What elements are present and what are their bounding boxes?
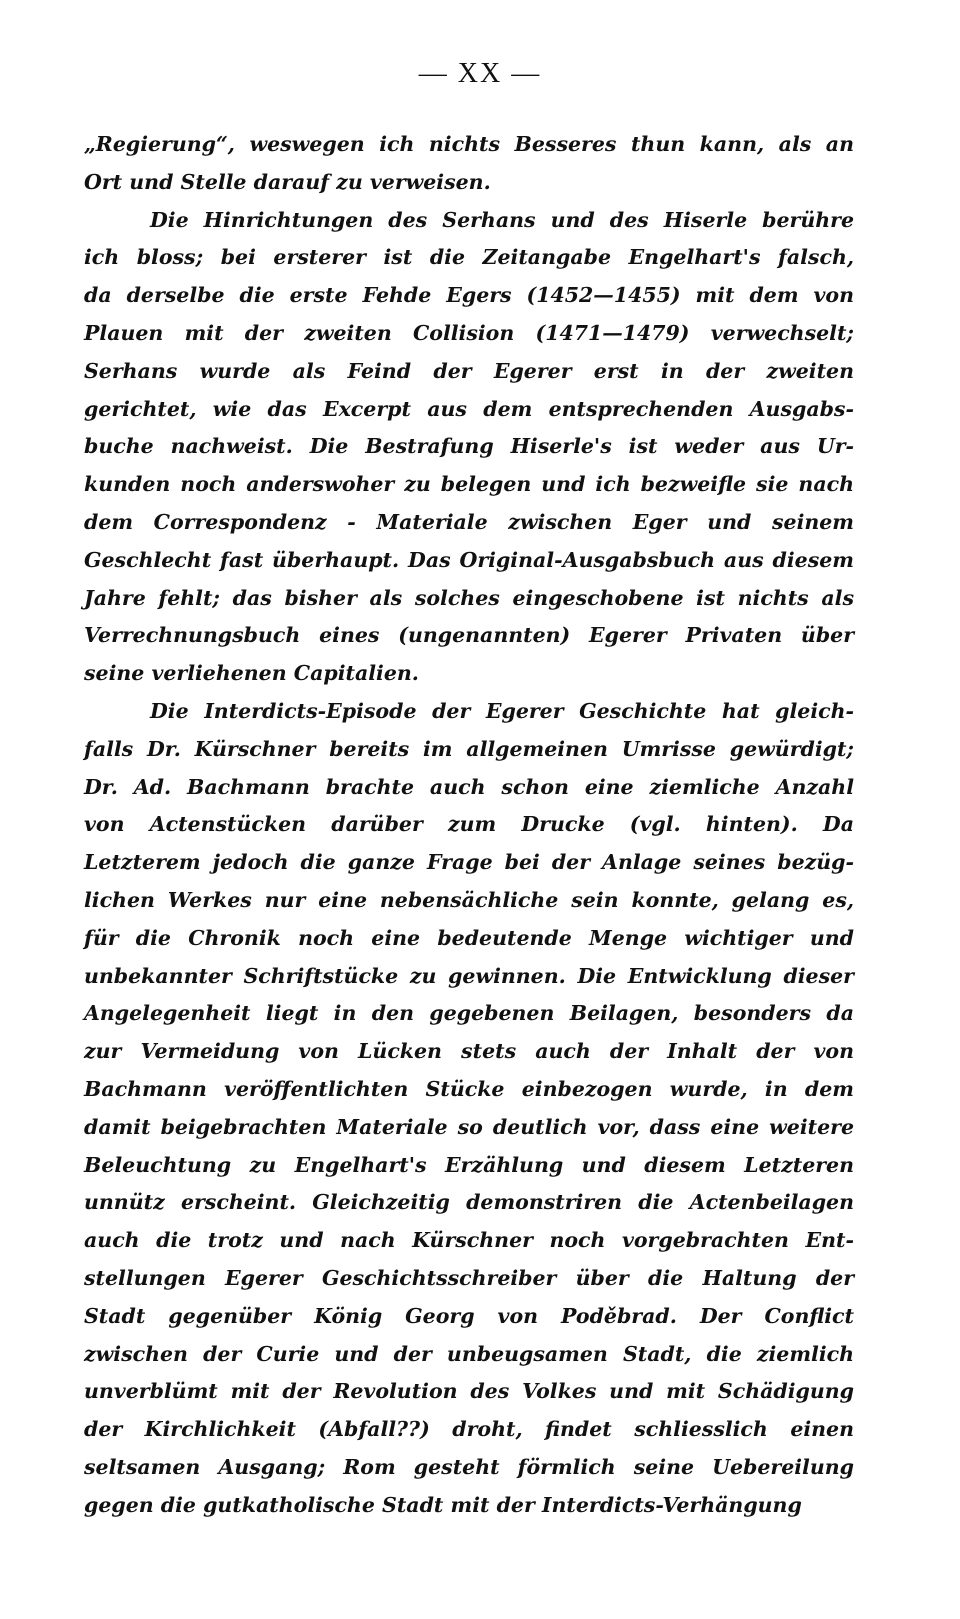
text-line: Dr. Ad. Bachmann brachte auch schon eine ziemliche Anzahl [84,774,854,799]
paragraph [84,202,854,693]
text-line: lichen Werkes nur eine nebensächliche sein konnte, gelang es, [84,887,854,912]
text-line: Die Interdicts-Episode der Egerer Geschichte hat gleich- [150,698,854,723]
paragraph [84,693,854,1525]
text-line: Geschlecht fast überhaupt. Das Original-Ausgabsbuch aus diesem [84,547,854,572]
text-line: Bachmann veröffentlichten Stücke einbezogen wurde, in dem [84,1076,854,1101]
body-text [84,126,854,1524]
text-line: Plauen mit der zweiten Collision (1471—1479) verwechselt; [84,320,854,345]
text-line: Die Hinrichtungen des Serhans und des Hiserle berühre [150,207,854,232]
text-line: stellungen Egerer Geschichtsschreiber über die Haltung der [84,1265,854,1290]
text-line: seine verliehenen Capitalien. [84,661,419,686]
text-line: für die Chronik noch eine bedeutende Menge wichtiger und [84,925,854,950]
text-line: zwischen der Curie und der unbeugsamen Stadt, die ziemlich [84,1341,854,1366]
paragraph [84,126,854,202]
text-line: Angelegenheit liegt in den gegebenen Beilagen, besonders da [84,1001,854,1026]
text-line: seltsamen Ausgang; Rom gesteht förmlich seine Uebereilung [84,1454,854,1479]
text-line: gegen die gutkatholische Stadt mit der Interdicts-Verhängung [84,1492,802,1517]
text-line: der Kirchlichkeit (Abfall??) droht, findet schliesslich einen [84,1417,854,1442]
text-line: ich bloss; bei ersterer ist die Zeitangabe Engelhart's falsch, [84,245,854,270]
text-line: Letzterem jedoch die ganze Frage bei der Anlage seines bezüg- [84,850,854,875]
text-line: buche nachweist. Die Bestrafung Hiserle's ist weder aus Ur- [84,434,854,459]
text-line: auch die trotz und nach Kürschner noch vorgebrachten Ent- [84,1228,854,1253]
text-line: dem Correspondenz - Materiale zwischen Eger und seinem [84,509,854,534]
text-line: Stadt gegenüber König Georg von Poděbrad. Der Conflict [84,1303,854,1328]
text-line: unbekannter Schriftstücke zu gewinnen. Die Entwicklung dieser [84,963,854,988]
text-line: Ort und Stelle darauf zu verweisen. [84,169,491,194]
text-line: „Regierung“, weswegen ich nichts Besseres thun kann, als an [84,132,854,156]
page-number: — XX — [418,58,542,89]
text-line: gerichtet, wie das Excerpt aus dem entsprechenden Ausgabs- [84,396,854,421]
text-line: von Actenstücken darüber zum Drucke (vgl. hinten). Da [84,812,854,837]
text-line: kunden noch anderswoher zu belegen und ich bezweifle sie nach [84,472,854,497]
text-line: zur Vermeidung von Lücken stets auch der Inhalt der von [84,1039,854,1064]
text-line: da derselbe die erste Fehde Egers (1452—1455) mit dem von [84,283,854,308]
text-line: damit beigebrachten Materiale so deutlich vor, dass eine weitere [84,1114,854,1139]
text-line: falls Dr. Kürschner bereits im allgemeinen Umrisse gewürdigt; [84,736,854,761]
text-line: Verrechnungsbuch eines (ungenannten) Egerer Privaten über [84,623,854,648]
text-line: Jahre fehlt; das bisher als solches eingeschobene ist nichts als [84,585,854,610]
text-line: Serhans wurde als Feind der Egerer erst in der zweiten [84,358,854,383]
text-line: Beleuchtung zu Engelhart's Erzählung und diesem Letzteren [84,1152,854,1177]
text-line: unverblümt mit der Revolution des Volkes und mit Schädigung [84,1379,854,1404]
text-line: unnütz erscheint. Gleichzeitig demonstriren die Actenbeilagen [84,1190,854,1215]
